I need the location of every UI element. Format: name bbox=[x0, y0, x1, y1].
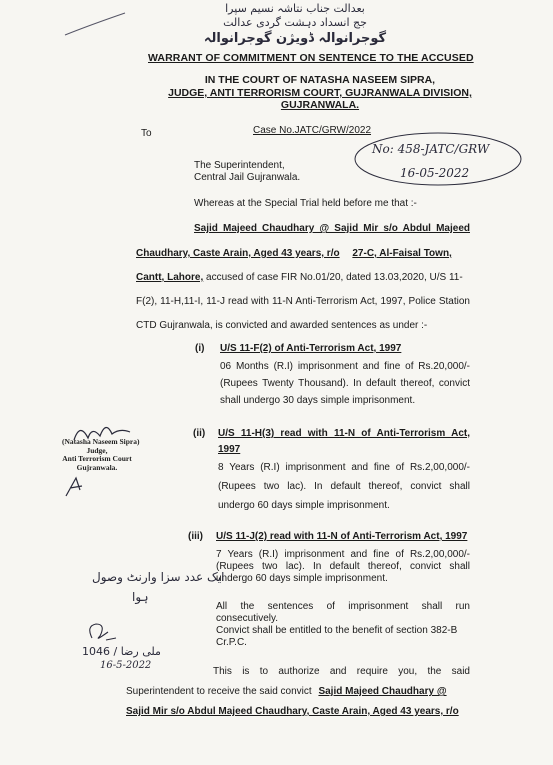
court-line-2: JUDGE, ANTI TERRORISM COURT, GUJRANWALA DIVISION, bbox=[168, 87, 472, 99]
benefit-line-2: Cr.P.C. bbox=[216, 637, 247, 648]
pen-mark bbox=[60, 5, 130, 45]
accused-line-3 bbox=[136, 272, 470, 284]
handwritten-dispatch-number: No: 458-JATC/GRW bbox=[372, 142, 490, 156]
benefit-line-1: Convict shall be entitled to the benefit of section 382-B bbox=[216, 625, 458, 636]
accused-line-1: Sajid Majeed Chaudhary @ Sajid Mir s/o Abdul Majeed bbox=[194, 223, 470, 234]
judge-initial-mark bbox=[62, 474, 86, 500]
accused-line-2-address: 27-C, Al-Faisal Town, bbox=[352, 248, 452, 259]
accused-line-2-name: Chaudhary, Caste Arain, Aged 43 years, r/o bbox=[136, 248, 340, 259]
conviction-line: CTD Gujranwala, is convicted and awarded sentences as under :- bbox=[136, 320, 428, 331]
sentence-1-number: (i) bbox=[195, 343, 205, 354]
sentence-2-number: (ii) bbox=[193, 428, 206, 439]
receipt-note-line-1: ایک عدد سزا وارنٹ وصول bbox=[92, 570, 225, 584]
urdu-header-line-1: بعدالت جناب نتاشہ نسیم سپرا bbox=[225, 2, 365, 15]
sentence-3-number: (iii) bbox=[188, 531, 203, 542]
intro-text: Whereas at the Special Trial held before me that :- bbox=[194, 198, 417, 209]
sentence-3-line-3: undergo 60 days simple imprisonment. bbox=[216, 573, 388, 584]
court-line-3: GUJRANWALA. bbox=[280, 99, 360, 111]
warrant-title: WARRANT OF COMMITMENT ON SENTENCE TO THE ACCUSED bbox=[148, 52, 474, 64]
dispatch-oval bbox=[352, 128, 524, 190]
sentence-2-heading-year: 1997 bbox=[218, 444, 241, 455]
sentence-1-heading: U/S 11-F(2) of Anti-Terrorism Act, 1997 bbox=[220, 343, 402, 354]
sentence-3-line-1: 7 Years (R.I) imprisonment and fine of Rs.2,00,000/- bbox=[216, 549, 470, 560]
authorize-line-1: This is to authorize and require you, the said bbox=[213, 666, 470, 677]
receipt-note-line-3: ملی رضا / 1046 bbox=[82, 645, 161, 658]
accused-line-2 bbox=[136, 248, 470, 260]
authorize-line-3: Sajid Mir s/o Abdul Majeed Chaudhary, Caste Arain, Aged 43 years, r/o bbox=[126, 706, 459, 717]
receipt-date: 16-5-2022 bbox=[100, 660, 152, 671]
sentence-2-line-1: 8 Years (R.I) imprisonment and fine of Rs.2,00,000/- bbox=[218, 462, 470, 473]
sentence-1-line-1: 06 Months (R.I) imprisonment and fine of Rs.20,000/- bbox=[220, 361, 470, 372]
stamp-line-3: Anti Terrorism Court bbox=[62, 454, 132, 463]
stamp-line-2: Judge, bbox=[86, 445, 108, 455]
concurrent-line-2: consecutively. bbox=[216, 613, 279, 624]
judge-stamp bbox=[62, 437, 140, 472]
offence-line: F(2), 11-H,11-I, 11-J read with 11-N Anti-Terrorism Act, 1997, Police Station bbox=[136, 296, 470, 307]
sentence-2-heading: U/S 11-H(3) read with 11-N of Anti-Terrorism Act, bbox=[218, 428, 470, 439]
sentence-1-line-3: shall undergo 30 days simple imprisonment. bbox=[220, 395, 416, 406]
stamp-line-4: Gujranwala. bbox=[76, 462, 118, 472]
receiver-signature bbox=[82, 618, 122, 648]
receipt-note-line-2: ہوا bbox=[132, 590, 149, 604]
accused-line-3-case: accused of case FIR No.01/20, dated 13.03,2020, U/S 11- bbox=[206, 272, 463, 283]
sentence-2-line-2: (Rupees two lac). In default thereof, convict shall bbox=[218, 481, 470, 492]
urdu-header-line-3: گوجرانوالہ ڈویژن گوجرانوالہ bbox=[203, 31, 387, 46]
handwritten-dispatch-date: 16-05-2022 bbox=[400, 166, 470, 180]
to-label: To bbox=[141, 128, 152, 139]
court-line-1: IN THE COURT OF NATASHA NASEEM SIPRA, bbox=[204, 74, 436, 86]
authorize-line-2-name: Sajid Majeed Chaudhary @ bbox=[318, 686, 447, 697]
authorize-line-2-text: Superintendent to receive the said convict bbox=[126, 686, 312, 697]
recipient-line-2: Central Jail Gujranwala. bbox=[194, 172, 301, 183]
sentence-3-line-2: (Rupees two lac). In default thereof, convict shall bbox=[216, 561, 470, 572]
recipient-line-1: The Superintendent, bbox=[194, 160, 285, 171]
stamp-line-1: (Natasha Naseem Sipra) bbox=[62, 437, 140, 446]
concurrent-line-1: All the sentences of imprisonment shall run bbox=[216, 601, 470, 612]
authorize-line-2 bbox=[126, 686, 470, 698]
urdu-header-line-2: جج انسداد دہشت گردی عدالت bbox=[223, 16, 367, 29]
sentence-2-line-3: undergo 60 days simple imprisonment. bbox=[218, 500, 390, 511]
accused-line-3-city: Cantt, Lahore, bbox=[136, 272, 204, 283]
case-number: Case No.JATC/GRW/2022 bbox=[253, 125, 372, 136]
sentence-1-line-2: (Rupees Twenty Thousand). In default thereof, convict bbox=[220, 378, 470, 389]
sentence-3-heading: U/S 11-J(2) read with 11-N of Anti-Terrorism Act, 1997 bbox=[216, 531, 468, 542]
